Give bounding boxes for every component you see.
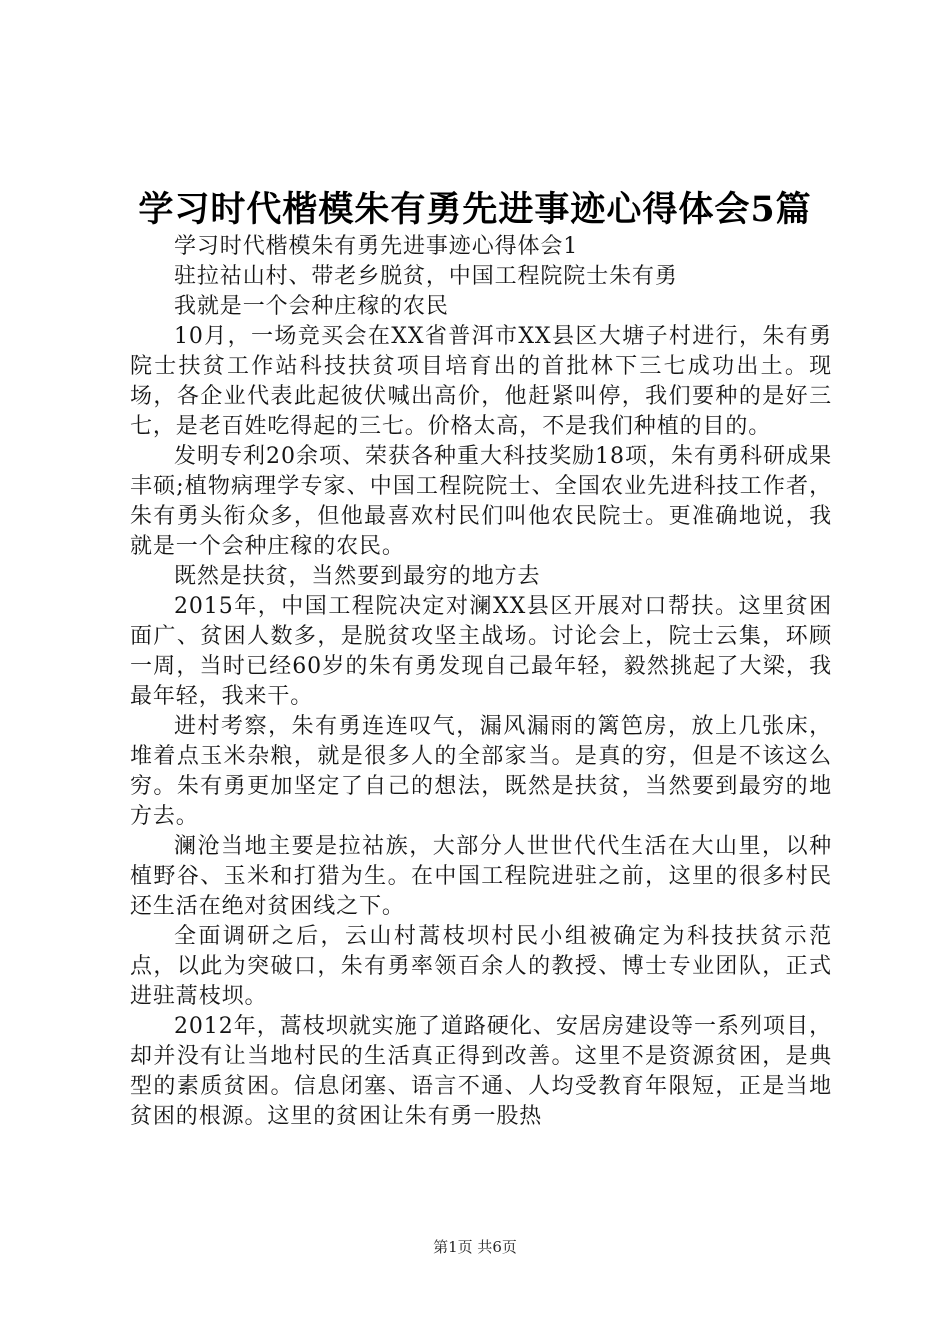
paragraph: 2012年，蒿枝坝就实施了道路硬化、安居房建设等一系列项目，却并没有让当地村民的生活真正得到改善。这里不是资源贫困，是典型的素质贫困。信息闭塞、语言不通、人均受教育年限短，正是当地贫困的根源。这里的贫困让朱有勇一股热 — [130, 1014, 832, 1129]
paragraph: 发明专利20余项、荣获各种重大科技奖励18项，朱有勇科研成果丰硕;植物病理学专家、中国工程院院士、全国农业先进科技工作者，朱有勇头衔众多，但他最喜欢村民们叫他农民院士。更准确地说，我就是一个会种庄稼的农民。 — [130, 444, 832, 559]
paragraph: 学习时代楷模朱有勇先进事迹心得体会1 — [174, 234, 579, 259]
document-body — [130, 232, 832, 1132]
paragraph: 既然是扶贫，当然要到最穷的地方去 — [174, 564, 541, 589]
paragraph: 全面调研之后，云山村蒿枝坝村民小组被确定为科技扶贫示范点，以此为突破口，朱有勇率领百余人的教授、博士专业团队，正式进驻蒿枝坝。 — [130, 924, 832, 1009]
paragraph: 进村考察，朱有勇连连叹气，漏风漏雨的篱笆房，放上几张床，堆着点玉米杂粮，就是很多人的全部家当。是真的穷，但是不该这么穷。朱有勇更加坚定了自己的想法，既然是扶贫，当然要到最穷的地方去。 — [130, 714, 832, 829]
document-title: 学习时代楷模朱有勇先进事迹心得体会5篇 — [138, 189, 812, 230]
paragraph: 澜沧当地主要是拉祜族，大部分人世世代代生活在大山里，以种植野谷、玉米和打猎为生。在中国工程院进驻之前，这里的很多村民还生活在绝对贫困线之下。 — [130, 834, 832, 919]
paragraph: 2015年，中国工程院决定对澜XX县区开展对口帮扶。这里贫困面广、贫困人数多，是脱贫攻坚主战场。讨论会上，院士云集，环顾一周，当时已经60岁的朱有勇发现自己最年轻，毅然挑起了大梁，我最年轻，我来干。 — [130, 594, 832, 709]
paragraph: 10月，一场竞买会在XX省普洱市XX县区大塘子村进行，朱有勇院士扶贫工作站科技扶贫项目培育出的首批林下三七成功出土。现场，各企业代表此起彼伏喊出高价，他赶紧叫停，我们要种的是好三七，是老百姓吃得起的三七。价格太高，不是我们种植的目的。 — [130, 324, 832, 439]
page-footer: 第1页 共6页 — [433, 1238, 517, 1256]
paragraph: 驻拉祜山村、带老乡脱贫，中国工程院院士朱有勇 — [174, 264, 678, 289]
paragraph: 我就是一个会种庄稼的农民 — [174, 294, 449, 319]
